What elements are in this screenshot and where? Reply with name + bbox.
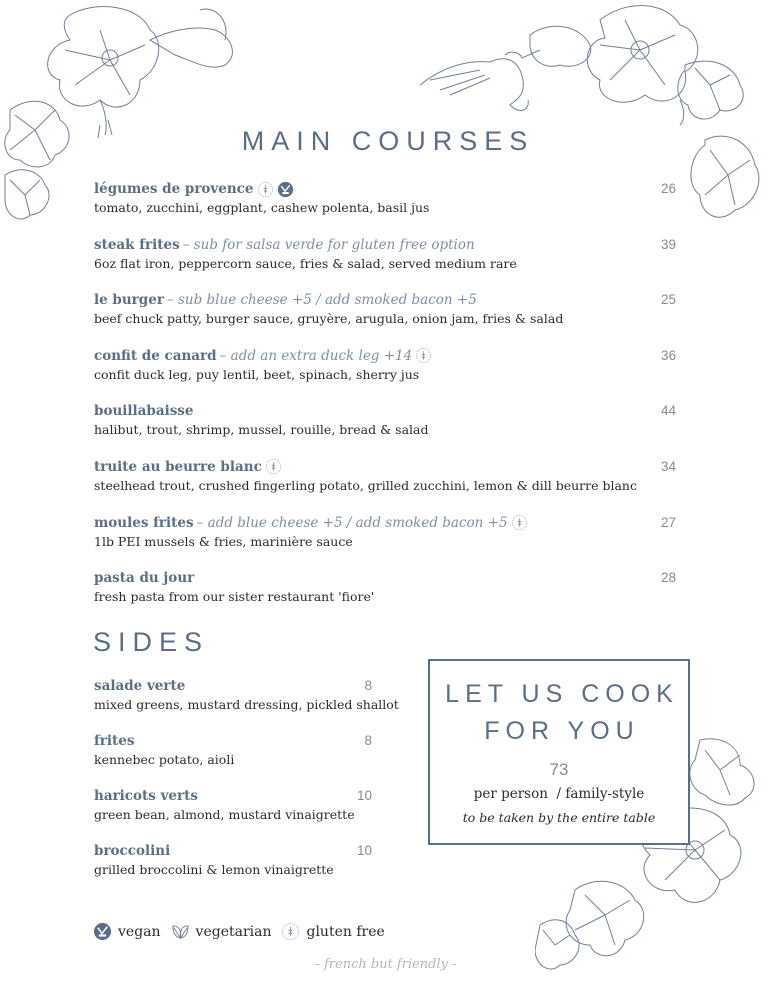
menu-item — [94, 568, 684, 624]
menu-item — [94, 457, 684, 513]
item-note: – add an extra duck leg +14 — [219, 347, 413, 364]
menu-item — [94, 513, 684, 569]
legend-gluten-free — [281, 922, 384, 941]
sides-list — [94, 676, 399, 896]
item-name: bouillabaisse — [94, 403, 194, 420]
vegan-icon — [277, 181, 294, 198]
item-name: frites — [94, 733, 135, 749]
item-price: 27 — [660, 514, 676, 530]
item-name: truite au beurre blanc — [94, 458, 262, 475]
item-price: 26 — [660, 181, 676, 196]
item-name: moules frites — [94, 514, 194, 531]
menu-item — [94, 235, 684, 291]
item-price: 34 — [660, 458, 676, 474]
side-item — [94, 731, 378, 786]
item-note: – sub for salsa verde for gluten free option — [182, 236, 475, 253]
gluten-free-icon — [265, 458, 282, 475]
item-description: confit duck leg, puy lentil, beet, spinach, sherry jus — [94, 366, 420, 382]
tagline: - french but friendly - — [315, 957, 457, 972]
side-item — [94, 841, 378, 896]
legend-label: vegetarian — [195, 923, 272, 940]
item-description: green bean, almond, mustard vinaigrette — [94, 807, 355, 822]
legend-vegetarian — [171, 922, 272, 941]
legend-label: vegan — [118, 923, 161, 940]
item-price: 10 — [356, 788, 372, 803]
item-description: beef chuck patty, burger sauce, gruyère, arugula, onion jam, fries & salad — [94, 311, 564, 327]
item-description: fresh pasta from our sister restaurant 'fiore' — [94, 589, 375, 605]
item-name: haricots verts — [94, 788, 198, 804]
gluten-free-icon — [415, 347, 432, 364]
sides-heading: SIDES — [93, 627, 210, 657]
item-description: mixed greens, mustard dressing, pickled shallot — [94, 697, 399, 712]
item-description: 6oz flat iron, peppercorn sauce, fries & salad, served medium rare — [94, 255, 517, 271]
item-description: tomato, zucchini, eggplant, cashew polenta, basil jus — [94, 200, 430, 215]
item-note: – sub blue cheese +5 / add smoked bacon +5 — [166, 292, 477, 309]
cook-subtitle: per person / family-style — [473, 786, 645, 802]
gluten-free-icon — [511, 514, 528, 531]
legend-label: gluten free — [306, 923, 385, 940]
item-price: 10 — [356, 843, 372, 858]
item-name: confit de canard — [94, 347, 217, 364]
side-item — [94, 676, 399, 731]
vegan-icon — [93, 922, 112, 941]
main-courses-heading: MAIN COURSES — [241, 126, 535, 156]
item-price: 39 — [660, 236, 676, 252]
main-courses-list — [94, 179, 684, 624]
item-price: 28 — [660, 570, 676, 586]
item-name: steak frites — [94, 236, 180, 253]
item-description: halibut, trout, shrimp, mussel, rouille, bread & salad — [94, 422, 429, 438]
cook-title-line1: LET US COOK — [445, 680, 679, 708]
item-name: salade verte — [94, 678, 186, 694]
item-price: 36 — [660, 347, 676, 363]
item-description: 1lb PEI mussels & fries, marinière sauce — [94, 533, 353, 549]
menu-item — [94, 401, 684, 457]
dietary-legend — [93, 922, 395, 941]
side-item — [94, 786, 378, 841]
item-name: légumes de provence — [94, 181, 254, 197]
let-us-cook-for-you-box — [428, 659, 690, 845]
item-price: 8 — [364, 678, 372, 693]
item-price: 25 — [660, 292, 676, 308]
legend-vegan — [93, 922, 161, 941]
item-note: – add blue cheese +5 / add smoked bacon +5 — [196, 514, 508, 531]
item-price: 8 — [364, 733, 372, 748]
cook-price: 73 — [549, 760, 569, 779]
item-name: le burger — [94, 292, 164, 309]
item-description: steelhead trout, crushed fingerling potato, grilled zucchini, lemon & dill beurre blanc — [94, 477, 637, 493]
item-name: pasta du jour — [94, 570, 195, 587]
gluten-free-icon — [257, 181, 274, 198]
vegetarian-leaf-icon — [171, 922, 190, 941]
cook-title-line2: FOR YOU — [484, 717, 640, 745]
menu-item — [94, 290, 684, 346]
item-name: broccolini — [94, 843, 171, 859]
item-price: 44 — [660, 403, 676, 419]
cook-note: to be taken by the entire table — [462, 810, 656, 825]
menu-item — [94, 346, 684, 402]
item-description: kennebec potato, aioli — [94, 752, 235, 767]
item-description: grilled broccolini & lemon vinaigrette — [94, 862, 334, 877]
gluten-free-icon — [281, 922, 300, 941]
menu-item — [94, 179, 684, 235]
